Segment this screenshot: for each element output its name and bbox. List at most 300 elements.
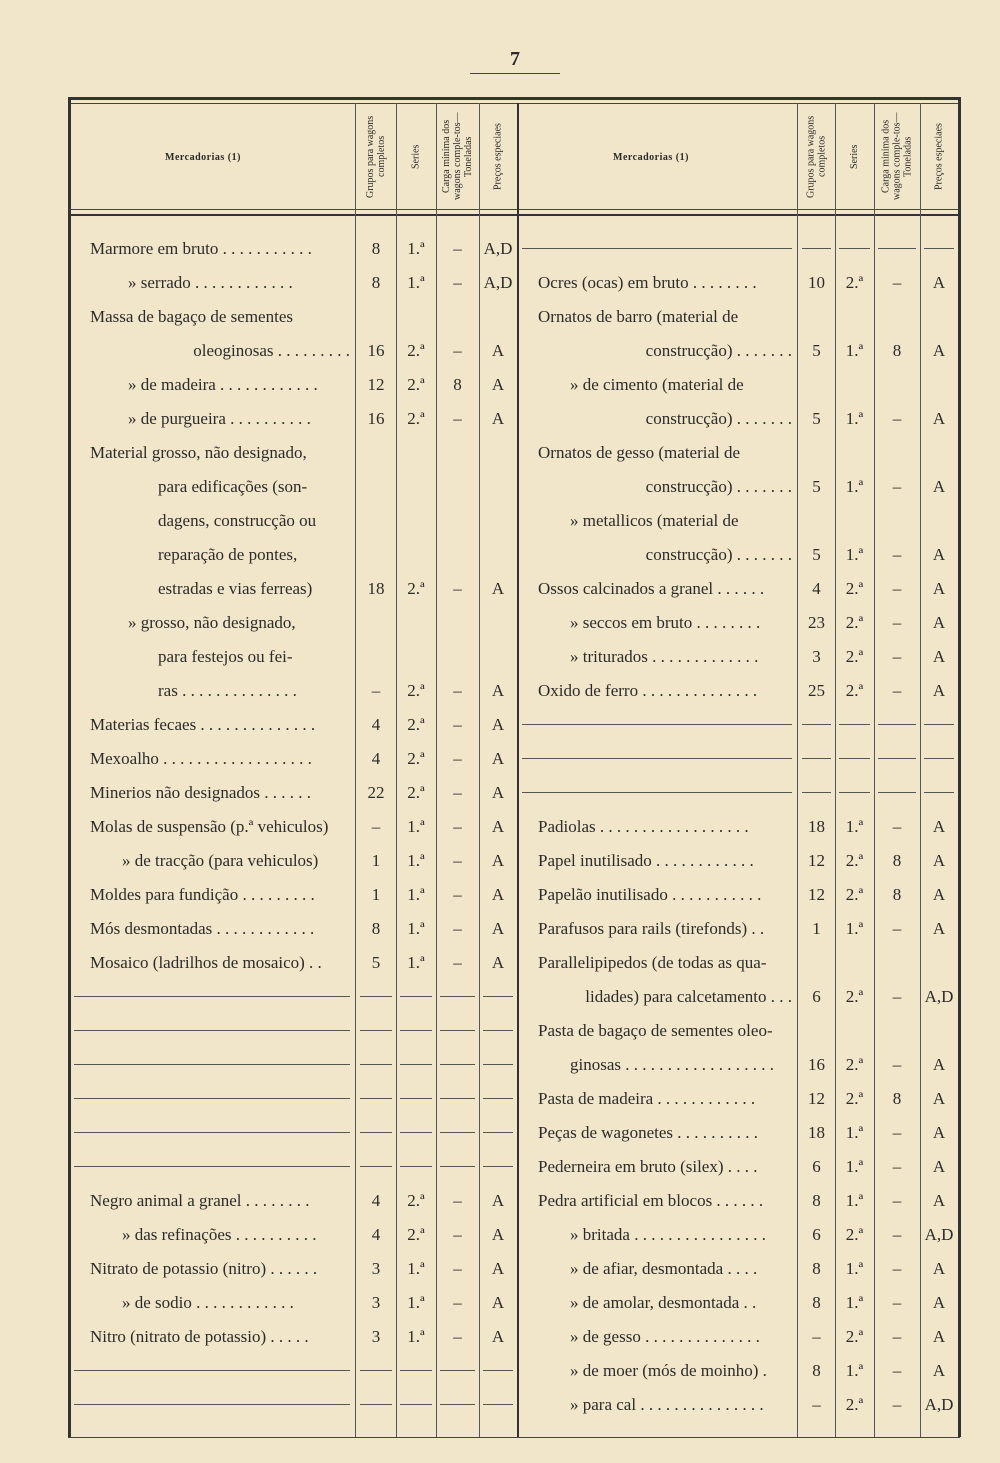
- grupo-value: 16: [367, 341, 385, 360]
- grupo-value: 4: [812, 579, 821, 598]
- serie-value: 2.ª: [407, 579, 425, 598]
- blank-entry-line: [878, 792, 916, 793]
- mercadoria-label: ras . . . . . . . . . . . . . .: [158, 681, 297, 700]
- mercadoria-label: » de amolar, desmontada . .: [570, 1293, 757, 1312]
- mercadoria-label: » de tracção (para vehiculos): [122, 851, 319, 870]
- mercadoria-label: » de madeira . . . . . . . . . . . .: [128, 375, 318, 394]
- blank-entry-line: [802, 792, 831, 793]
- grupo-value: 8: [812, 1361, 821, 1380]
- grupo-value: 5: [371, 953, 381, 972]
- preco-value: A: [932, 681, 946, 700]
- mercadoria-label: Marmore em bruto . . . . . . . . . . .: [90, 239, 312, 258]
- grupo-value: 4: [371, 749, 381, 768]
- blank-entry-line: [878, 724, 916, 725]
- right-column: [518, 232, 960, 1422]
- serie-value: 1.ª: [845, 919, 864, 938]
- mercadoria-label: Material grosso, não designado,: [90, 443, 307, 462]
- grupo-value: 5: [812, 409, 821, 428]
- blank-entry-line: [400, 1404, 432, 1405]
- mercadoria-label: Nitro (nitrato de potassio) . . . . .: [90, 1327, 309, 1346]
- serie-value: 2.ª: [845, 1327, 864, 1346]
- mercadoria-label: dagens, construcção ou: [158, 511, 317, 530]
- serie-value: 2.ª: [407, 375, 425, 394]
- serie-value: 1.ª: [407, 885, 425, 904]
- table-bottom-border: [68, 1437, 960, 1438]
- header-bottom-border: [68, 209, 960, 210]
- preco-value: A: [491, 375, 505, 394]
- mercadoria-label: reparação de pontes,: [158, 545, 298, 564]
- blank-entry-line: [440, 1370, 475, 1371]
- grupo-value: 6: [812, 987, 821, 1006]
- preco-value: A: [932, 1191, 946, 1210]
- mercadoria-label: Pedra artificial em blocos . . . . . .: [538, 1191, 764, 1210]
- preco-value: A,D: [483, 273, 513, 292]
- mercadoria-label: para festejos ou fei-: [158, 647, 293, 666]
- carga-value: –: [453, 783, 462, 802]
- table-top-border: [68, 97, 960, 100]
- serie-value: 2.ª: [845, 1395, 864, 1414]
- blank-entry-line: [360, 1064, 392, 1065]
- blank-entry-line: [360, 1166, 392, 1167]
- preco-value: A: [932, 885, 946, 904]
- blank-entry-line: [522, 248, 792, 249]
- preco-value: A: [491, 1225, 505, 1244]
- blank-entry-line: [360, 1404, 392, 1405]
- grupo-value: 3: [371, 1327, 381, 1346]
- carga-value: –: [453, 749, 462, 768]
- serie-value: 2.ª: [845, 885, 864, 904]
- carga-value: –: [892, 1157, 902, 1176]
- grupo-value: 3: [812, 647, 821, 666]
- table-row: [518, 640, 960, 674]
- serie-value: 1.ª: [845, 1157, 864, 1176]
- carga-value: –: [892, 545, 902, 564]
- mercadoria-label: para edificações (son-: [158, 477, 308, 496]
- mercadoria-label: Nitrato de potassio (nitro) . . . . . .: [90, 1259, 318, 1278]
- carga-value: –: [892, 1259, 902, 1278]
- header-carga-right: Carga minima dos wagons comple-tos—Toneladas: [880, 112, 914, 201]
- preco-value: A: [491, 715, 505, 734]
- carga-value: –: [453, 715, 462, 734]
- carga-value: –: [453, 1191, 462, 1210]
- serie-value: 1.ª: [845, 1259, 864, 1278]
- serie-value: 1.ª: [845, 1123, 864, 1142]
- header-grupos-right: Grupos para wagons completos: [805, 115, 828, 198]
- grupo-value: 5: [812, 341, 821, 360]
- table-row: [518, 1388, 960, 1422]
- mercadoria-label: Mós desmontadas . . . . . . . . . . . .: [90, 919, 315, 938]
- carga-value: –: [892, 1123, 902, 1142]
- blank-entry-line: [483, 1404, 513, 1405]
- preco-value: A: [491, 341, 505, 360]
- mercadoria-label: lidades) para calcetamento . . .: [585, 987, 792, 1006]
- serie-value: 2.ª: [407, 715, 425, 734]
- serie-value: 2.ª: [407, 749, 425, 768]
- preco-value: A: [491, 1191, 505, 1210]
- blank-entry-line: [400, 996, 432, 997]
- blank-entry-line: [360, 1098, 392, 1099]
- mercadoria-label: construcção) . . . . . . .: [645, 409, 792, 428]
- serie-value: 1.ª: [845, 1361, 864, 1380]
- table-row: [518, 776, 960, 810]
- grupo-value: 18: [808, 1123, 825, 1142]
- carga-value: –: [892, 987, 902, 1006]
- grupo-value: 3: [371, 1293, 381, 1312]
- preco-value: A: [491, 681, 505, 700]
- table-row: [518, 1082, 960, 1116]
- blank-entry-line: [440, 1404, 475, 1405]
- grupo-value: 18: [367, 579, 385, 598]
- carga-value: –: [892, 1055, 902, 1074]
- blank-entry-line: [924, 248, 954, 249]
- carga-value: –: [453, 1327, 462, 1346]
- carga-value: –: [892, 1327, 902, 1346]
- preco-value: A: [491, 409, 505, 428]
- serie-value: 1.ª: [407, 1293, 425, 1312]
- blank-entry-line: [400, 1132, 432, 1133]
- preco-value: A: [932, 1157, 946, 1176]
- mercadoria-label: construcção) . . . . . . .: [645, 341, 792, 360]
- table-row: [518, 470, 960, 504]
- preco-value: A: [932, 919, 946, 938]
- mercadoria-label: Mexoalho . . . . . . . . . . . . . . . . . .: [90, 749, 312, 768]
- blank-entry-line: [839, 792, 870, 793]
- grupo-value: 18: [808, 817, 825, 836]
- serie-value: 1.ª: [407, 919, 425, 938]
- grupo-value: 8: [371, 239, 381, 258]
- table-row: [518, 980, 960, 1014]
- mercadoria-label: » metallicos (material de: [570, 511, 739, 530]
- mercadoria-label: Ocres (ocas) em bruto . . . . . . . .: [538, 273, 757, 292]
- carga-value: –: [892, 1225, 902, 1244]
- table-row: [518, 1354, 960, 1388]
- mercadoria-label: Pasta de bagaço de sementes oleo-: [538, 1021, 773, 1040]
- table-row: [518, 334, 960, 368]
- preco-value: A: [932, 1089, 946, 1108]
- mercadoria-label: Molas de suspensão (p.ª vehiculos): [90, 817, 329, 836]
- mercadoria-label: » de gesso . . . . . . . . . . . . . .: [570, 1327, 760, 1346]
- mercadoria-label: ginosas . . . . . . . . . . . . . . . . . .: [570, 1055, 774, 1074]
- blank-entry-line: [440, 1064, 475, 1065]
- header-mercadorias-left: Mercadorias (1): [165, 152, 241, 163]
- blank-entry-line: [400, 1370, 432, 1371]
- serie-value: 1.ª: [845, 1191, 864, 1210]
- grupo-value: 8: [812, 1191, 821, 1210]
- table-row: [518, 436, 960, 470]
- blank-entry-line: [74, 1064, 350, 1065]
- header-mercadorias-right: Mercadorias (1): [613, 152, 689, 163]
- preco-value: A: [491, 579, 505, 598]
- table-row: [518, 810, 960, 844]
- table-row: [518, 504, 960, 538]
- mercadoria-label: » seccos em bruto . . . . . . . .: [570, 613, 761, 632]
- blank-entry-line: [522, 724, 792, 725]
- blank-entry-line: [360, 1132, 392, 1133]
- carga-value: –: [892, 579, 902, 598]
- grupo-value: 1: [812, 919, 821, 938]
- blank-entry-line: [400, 1098, 432, 1099]
- serie-value: 2.ª: [407, 409, 425, 428]
- carga-value: –: [892, 477, 902, 496]
- mercadoria-label: » de moer (mós de moinho) .: [570, 1361, 767, 1380]
- preco-value: A,D: [924, 1395, 954, 1414]
- preco-value: A: [491, 1293, 505, 1312]
- blank-entry-line: [74, 1132, 350, 1133]
- mercadoria-label: » de purgueira . . . . . . . . . .: [128, 409, 311, 428]
- carga-value: –: [453, 273, 462, 292]
- blank-entry-line: [924, 758, 954, 759]
- blank-entry-line: [878, 248, 916, 249]
- table-top-border-inner: [68, 103, 960, 104]
- mercadoria-label: Negro animal a granel . . . . . . . .: [90, 1191, 310, 1210]
- preco-value: A: [932, 1293, 946, 1312]
- table-row: [518, 878, 960, 912]
- mercadoria-label: Parallelipipedos (de todas as qua-: [538, 953, 767, 972]
- preco-value: A: [932, 273, 946, 292]
- preco-value: A: [932, 1361, 946, 1380]
- grupo-value: 1: [371, 885, 381, 904]
- blank-entry-line: [400, 1166, 432, 1167]
- serie-value: 2.ª: [407, 1225, 425, 1244]
- serie-value: 1.ª: [407, 953, 425, 972]
- blank-entry-line: [440, 1098, 475, 1099]
- carga-value: 8: [892, 341, 902, 360]
- page-number-rule: [470, 73, 560, 74]
- carga-value: –: [453, 1293, 462, 1312]
- grupo-value: 8: [371, 273, 381, 292]
- serie-value: 1.ª: [845, 1293, 864, 1312]
- mercadoria-label: Moldes para fundição . . . . . . . . .: [90, 885, 315, 904]
- preco-value: A,D: [924, 987, 954, 1006]
- mercadoria-label: oleoginosas . . . . . . . . .: [193, 341, 350, 360]
- table-row: [518, 1218, 960, 1252]
- mercadoria-label: estradas e vias ferreas): [158, 579, 313, 598]
- mercadoria-label: Mosaico (ladrilhos de mosaico) . .: [90, 953, 322, 972]
- table-row: [518, 1252, 960, 1286]
- preco-value: A: [932, 851, 946, 870]
- mercadoria-label: » de sodio . . . . . . . . . . . .: [122, 1293, 294, 1312]
- header-precos-right: Preços especiaes: [933, 123, 945, 190]
- carga-value: –: [892, 613, 902, 632]
- grupo-value: 12: [808, 885, 825, 904]
- carga-value: 8: [892, 885, 902, 904]
- serie-value: 2.ª: [845, 1225, 864, 1244]
- carga-value: –: [453, 239, 462, 258]
- table-row: [518, 300, 960, 334]
- mercadoria-label: Padiolas . . . . . . . . . . . . . . . . . .: [538, 817, 749, 836]
- header-bottom-border-thick: [68, 214, 960, 216]
- blank-entry-line: [74, 1404, 350, 1405]
- table-row: [518, 1286, 960, 1320]
- blank-entry-line: [483, 1098, 513, 1099]
- mercadoria-label: Papelão inutilisado . . . . . . . . . . .: [538, 885, 762, 904]
- serie-value: 1.ª: [845, 545, 864, 564]
- preco-value: A: [932, 647, 946, 666]
- serie-value: 1.ª: [407, 239, 425, 258]
- blank-entry-line: [440, 1132, 475, 1133]
- blank-entry-line: [802, 248, 831, 249]
- grupo-value: 5: [812, 545, 821, 564]
- grupo-value: 12: [808, 1089, 825, 1108]
- serie-value: 1.ª: [845, 477, 864, 496]
- table-row: [518, 606, 960, 640]
- table-row: [518, 1116, 960, 1150]
- carga-value: –: [453, 409, 462, 428]
- blank-entry-line: [400, 1064, 432, 1065]
- mercadoria-label: » para cal . . . . . . . . . . . . . . .: [570, 1395, 764, 1414]
- grupo-value: –: [812, 1395, 821, 1414]
- blank-entry-line: [483, 1370, 513, 1371]
- page-number: 7: [510, 48, 520, 70]
- blank-entry-line: [802, 724, 831, 725]
- blank-entry-line: [839, 758, 870, 759]
- preco-value: A: [932, 817, 946, 836]
- serie-value: 1.ª: [845, 817, 864, 836]
- grupo-value: 6: [812, 1225, 821, 1244]
- blank-entry-line: [802, 758, 831, 759]
- header-carga-left: Carga minima dos wagons comple-tos—Toneladas: [441, 112, 474, 201]
- mercadoria-label: » das refinações . . . . . . . . . .: [122, 1225, 317, 1244]
- grupo-value: 12: [808, 851, 825, 870]
- blank-entry-line: [878, 758, 916, 759]
- preco-value: A: [932, 1327, 946, 1346]
- carga-value: –: [892, 647, 902, 666]
- carga-value: –: [892, 681, 902, 700]
- grupo-value: 10: [808, 273, 825, 292]
- serie-value: 2.ª: [845, 647, 864, 666]
- carga-value: –: [892, 1191, 902, 1210]
- preco-value: A: [491, 851, 505, 870]
- carga-value: 8: [453, 375, 462, 394]
- carga-value: –: [453, 817, 462, 836]
- serie-value: 1.ª: [407, 851, 425, 870]
- mercadoria-label: Oxido de ferro . . . . . . . . . . . . . .: [538, 681, 758, 700]
- preco-value: A: [491, 1259, 505, 1278]
- serie-value: 1.ª: [845, 409, 864, 428]
- blank-entry-line: [839, 724, 870, 725]
- mercadoria-label: Ornatos de barro (material de: [538, 307, 739, 326]
- preco-value: A: [491, 953, 505, 972]
- mercadoria-label: » grosso, não designado,: [128, 613, 296, 632]
- carga-value: –: [453, 851, 462, 870]
- preco-value: A: [491, 919, 505, 938]
- blank-entry-line: [74, 1370, 350, 1371]
- preco-value: A: [932, 1123, 946, 1142]
- grupo-value: 8: [371, 919, 381, 938]
- table-row: [518, 1150, 960, 1184]
- table-row: [518, 1184, 960, 1218]
- grupo-value: 12: [367, 375, 385, 394]
- blank-entry-line: [483, 1064, 513, 1065]
- serie-value: 2.ª: [407, 681, 425, 700]
- blank-entry-line: [483, 1030, 513, 1031]
- serie-value: 2.ª: [845, 851, 864, 870]
- serie-value: 1.ª: [407, 817, 425, 836]
- blank-entry-line: [74, 1030, 350, 1031]
- table-row: [518, 1320, 960, 1354]
- preco-value: A: [932, 341, 946, 360]
- preco-value: A: [932, 477, 946, 496]
- mercadoria-label: Ornatos de gesso (material de: [538, 443, 741, 462]
- blank-entry-line: [839, 248, 870, 249]
- blank-entry-line: [400, 1030, 432, 1031]
- blank-entry-line: [360, 1370, 392, 1371]
- preco-value: A: [491, 817, 505, 836]
- mercadoria-label: » serrado . . . . . . . . . . . .: [128, 273, 293, 292]
- serie-value: 1.ª: [407, 1259, 425, 1278]
- grupo-value: 8: [812, 1259, 821, 1278]
- table-row: [518, 674, 960, 708]
- serie-value: 2.ª: [845, 681, 864, 700]
- table-row: [518, 946, 960, 980]
- preco-value: A: [932, 1259, 946, 1278]
- carga-value: –: [453, 1259, 462, 1278]
- table-row: [518, 538, 960, 572]
- preco-value: A: [491, 1327, 505, 1346]
- mercadoria-label: » de afiar, desmontada . . . .: [570, 1259, 758, 1278]
- table-row: [518, 402, 960, 436]
- carga-value: –: [892, 409, 902, 428]
- blank-entry-line: [440, 996, 475, 997]
- blank-entry-line: [74, 1098, 350, 1099]
- blank-entry-line: [360, 1030, 392, 1031]
- preco-value: A: [491, 749, 505, 768]
- serie-value: 2.ª: [845, 273, 864, 292]
- grupo-value: 4: [371, 1225, 381, 1244]
- blank-entry-line: [483, 1132, 513, 1133]
- preco-value: A: [932, 409, 946, 428]
- blank-entry-line: [74, 1166, 350, 1167]
- mercadoria-label: Pederneira em bruto (silex) . . . .: [538, 1157, 758, 1176]
- blank-entry-line: [924, 792, 954, 793]
- mercadoria-label: Minerios não designados . . . . . .: [90, 783, 311, 802]
- carga-value: 8: [892, 1089, 902, 1108]
- table-row: [518, 232, 960, 266]
- grupo-value: 16: [808, 1055, 825, 1074]
- grupo-value: 22: [367, 783, 385, 802]
- grupo-value: 5: [812, 477, 821, 496]
- mercadoria-label: Massa de bagaço de sementes: [90, 307, 293, 326]
- grupo-value: 25: [808, 681, 825, 700]
- mercadoria-label: Pasta de madeira . . . . . . . . . . . .: [538, 1089, 756, 1108]
- serie-value: 2.ª: [845, 613, 864, 632]
- mercadoria-label: » britada . . . . . . . . . . . . . . . .: [570, 1225, 766, 1244]
- carga-value: –: [453, 579, 462, 598]
- preco-value: A: [491, 885, 505, 904]
- carga-value: –: [453, 953, 462, 972]
- carga-value: –: [892, 273, 902, 292]
- carga-value: –: [453, 919, 462, 938]
- grupo-value: –: [371, 817, 381, 836]
- header-series-right: Series: [849, 144, 860, 169]
- mercadoria-label: Papel inutilisado . . . . . . . . . . . .: [538, 851, 754, 870]
- carga-value: –: [453, 885, 462, 904]
- grupo-value: –: [371, 681, 381, 700]
- grupo-value: 6: [812, 1157, 821, 1176]
- carga-value: –: [892, 817, 902, 836]
- mercadoria-label: » triturados . . . . . . . . . . . . .: [570, 647, 759, 666]
- grupo-value: 1: [371, 851, 381, 870]
- grupo-value: –: [812, 1327, 821, 1346]
- serie-value: 2.ª: [407, 341, 425, 360]
- table-row: [518, 1048, 960, 1082]
- carga-value: –: [453, 341, 462, 360]
- blank-entry-line: [483, 1166, 513, 1167]
- carga-value: –: [892, 1293, 902, 1312]
- grupo-value: 8: [812, 1293, 821, 1312]
- serie-value: 2.ª: [845, 579, 864, 598]
- serie-value: 2.ª: [407, 783, 425, 802]
